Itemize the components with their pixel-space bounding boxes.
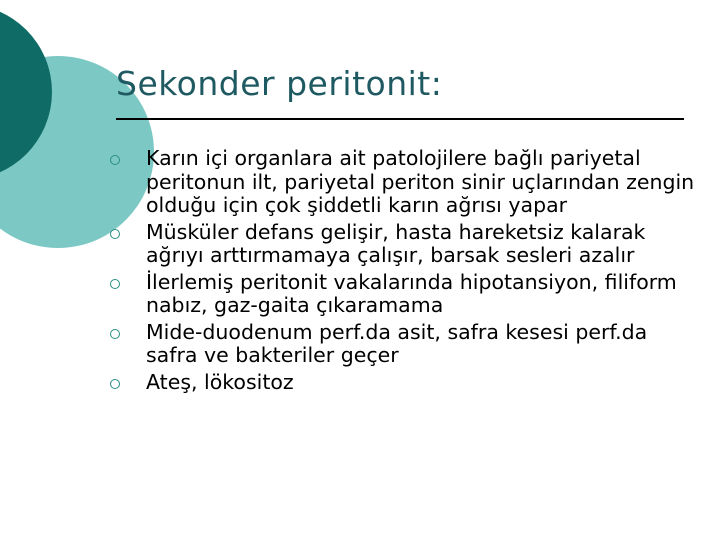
circle-bullet-icon xyxy=(110,329,120,339)
bullet-item xyxy=(110,271,700,318)
bullet-text: Mide-duodenum perf.da asit, safra kesesi perf.da safra ve bakteriler geçer xyxy=(146,319,648,367)
bullet-text: İlerlemiş peritonit vakalarında hipotansiyon, filiform nabız, gaz-gaita çıkaramama xyxy=(146,269,677,317)
bullet-list xyxy=(110,147,700,397)
circle-bullet-icon xyxy=(110,279,120,289)
circle-bullet-icon xyxy=(110,155,120,165)
circle-bullet-icon xyxy=(110,229,120,239)
title-divider xyxy=(116,118,684,120)
circle-bullet-icon xyxy=(110,379,120,389)
bullet-item xyxy=(110,371,700,395)
bullet-text: Ateş, lökositoz xyxy=(146,369,294,394)
bullet-text: Karın içi organlara ait patolojilere bağlı pariyetal peritonun ilt, pariyetal periton sinir uçlarından zengin olduğu için çok şiddetli karın ağrısı yapar xyxy=(146,146,695,217)
bullet-text: Müsküler defans gelişir, hasta hareketsiz kalarak ağrıyı arttırmamaya çalışır, barsak sesleri azalır xyxy=(146,219,646,267)
bullet-item xyxy=(110,321,700,368)
slide-title: Sekonder peritonit: xyxy=(116,64,443,103)
bullet-item xyxy=(110,147,700,218)
bullet-item xyxy=(110,221,700,268)
